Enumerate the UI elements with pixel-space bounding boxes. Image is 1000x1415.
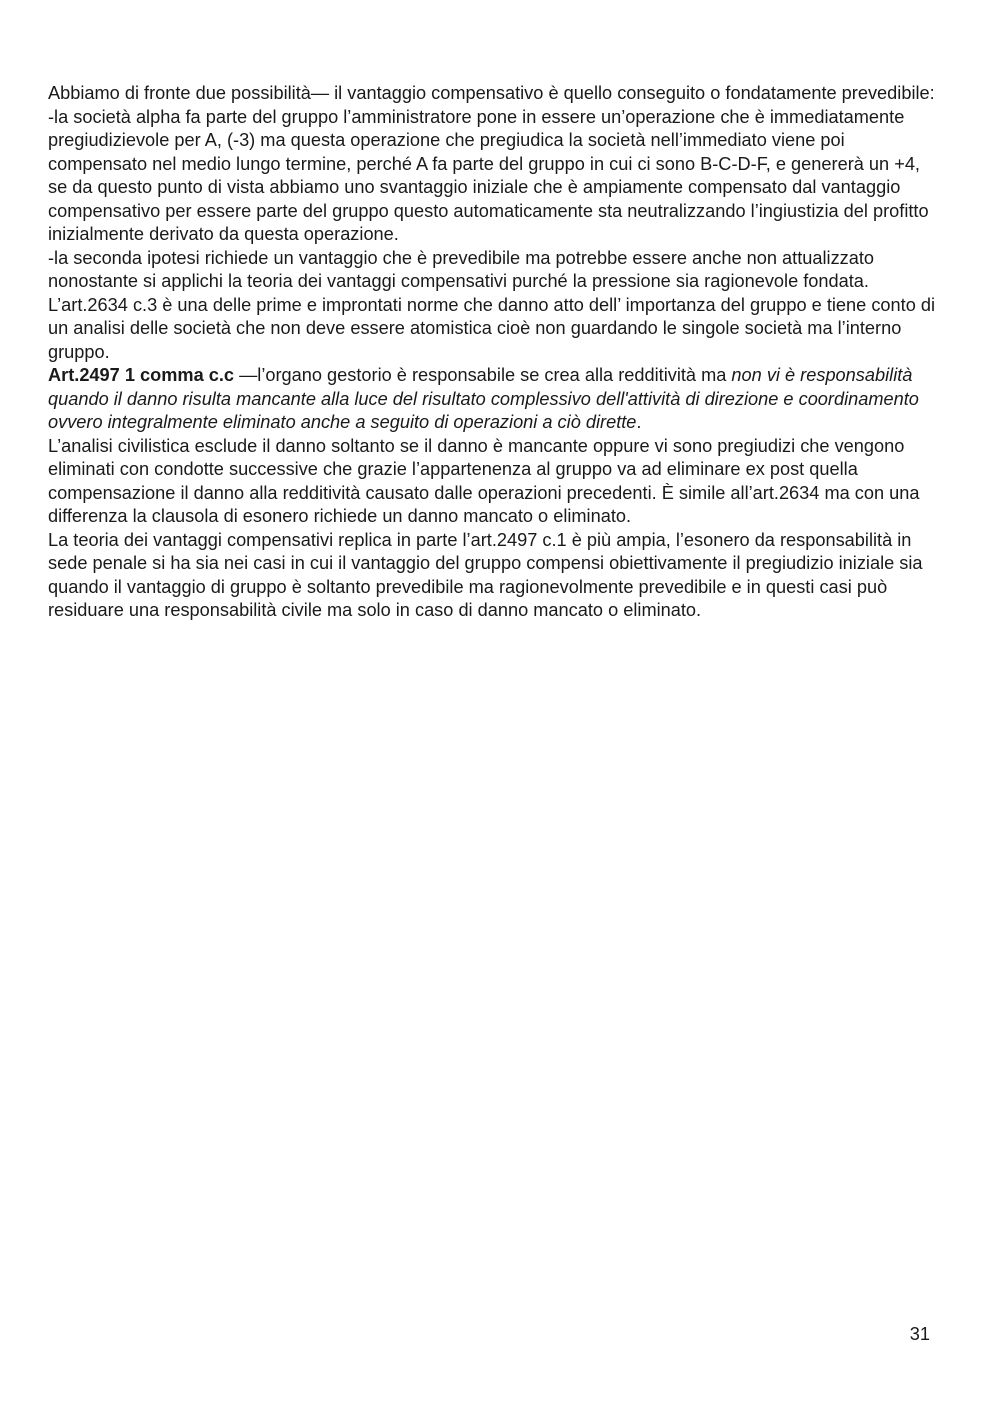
paragraph-art-2634: L’art.2634 c.3 è una delle prime e improntati norme che danno atto dell’ importanza del gruppo e tiene conto di un analisi delle società che non deve essere atomistica cioè non guardando le singole società ma l’interno gruppo. xyxy=(48,294,936,362)
article-text: —l’organo gestorio è responsabile se crea alla redditività ma xyxy=(234,365,732,385)
article-reference-bold: Art.2497 1 comma c.c xyxy=(48,365,235,385)
article-end: . xyxy=(636,412,642,432)
paragraph-second-hypothesis: -la seconda ipotesi richiede un vantaggio che è prevedibile ma potrebbe essere anche non attualizzato nonostante si applichi la teoria dei vantaggi compensativi purché la pressione sia ragionevole fondata. xyxy=(48,247,875,291)
paragraph-first-hypothesis: -la società alpha fa parte del gruppo l’amministratore pone in essere un’operazione che è immediatamente pregiudizievole per A, (-3) ma questa operazione che pregiudica la società nell’immediato viene poi compensato nel medio lungo termine, perché A fa parte del gruppo in cui ci sono B-C-D-F, e genererà un +4, se da questo punto di vista abbiamo uno svantaggio iniziale che è ampiamente compensato dal vantaggio compensativo per essere parte del gruppo questo automaticamente sta neutralizzando l’ingiustizia del profitto inizialmente derivato da questa operazione. xyxy=(48,106,929,244)
paragraph-art-2497 xyxy=(48,364,938,435)
article-quote-italic: non vi è responsabilità quando il danno risulta mancante alla luce del risultato complessivo dell'attività di direzione e coordinamento ovvero integralmente eliminato anche a seguito di operazioni a ciò dirette xyxy=(48,365,919,432)
paragraph-intro: Abbiamo di fronte due possibilità— il vantaggio compensativo è quello conseguito o fondatamente prevedibile: xyxy=(48,83,935,103)
page-number: 31 xyxy=(909,1324,930,1344)
page-body xyxy=(48,82,938,623)
paragraph-theory: La teoria dei vantaggi compensativi replica in parte l’art.2497 c.1 è più ampia, l’esonero da responsabilità in sede penale si ha sia nei casi in cui il vantaggio del gruppo compensi obiettivamente il pregiudizio iniziale sia quando il vantaggio di gruppo è soltanto prevedibile ma ragionevolmente prevedibile e in questi casi può residuare una responsabilità civile ma solo in caso di danno mancato o eliminato. xyxy=(48,529,923,620)
paragraph-civil-analysis: L’analisi civilistica esclude il danno soltanto se il danno è mancante oppure vi sono pregiudizi che vengono eliminati con condotte successive che grazie l’appartenenza al gruppo va ad eliminare ex post quella compensazione il danno alla redditività causato dalle operazioni precedenti. È simile all’art.2634 ma con una differenza la clausola di esonero richiede un danno mancato o eliminato. xyxy=(48,435,920,526)
